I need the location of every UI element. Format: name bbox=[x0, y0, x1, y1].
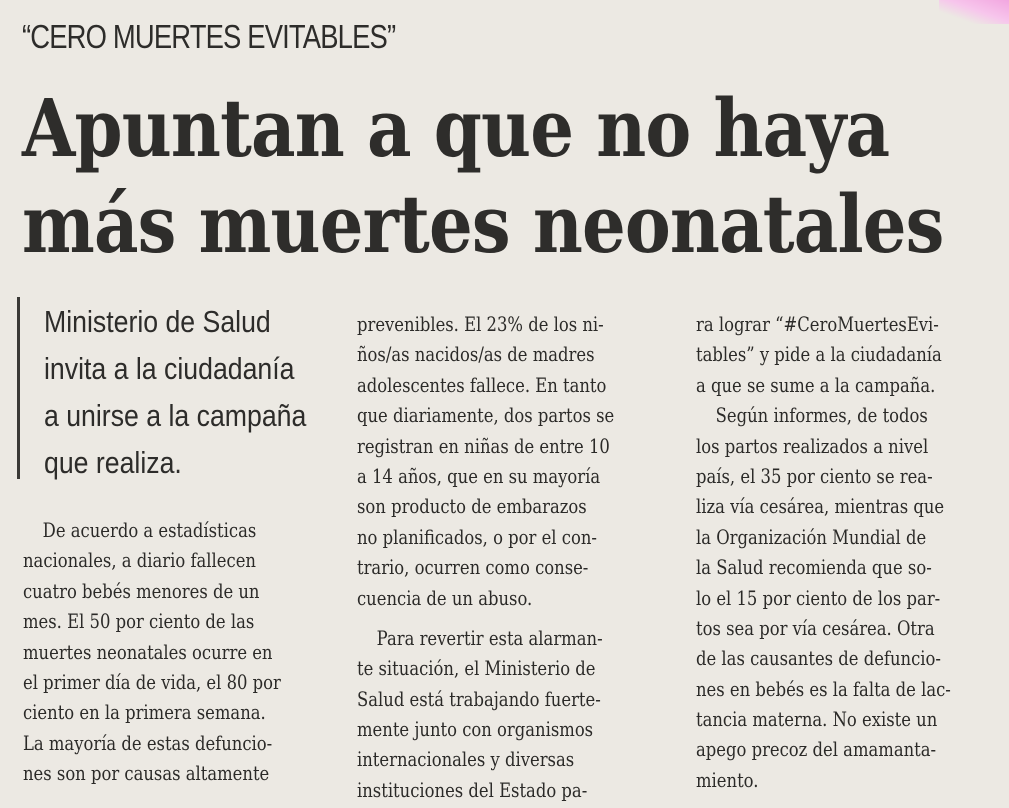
body-line: tables” y pide a la ciudadanía bbox=[696, 342, 942, 367]
body-line: ra lograr “#CeroMuertesEvi- bbox=[696, 312, 939, 336]
body-line: mes. El 50 por ciento de las bbox=[23, 609, 255, 634]
headline-line-1: Apuntan a que no haya bbox=[22, 81, 890, 175]
body-column-1 bbox=[23, 515, 337, 789]
article-subhead bbox=[44, 298, 319, 486]
page-corner-tint bbox=[939, 0, 1009, 24]
body-line: los partos realizados a nivel bbox=[696, 433, 929, 458]
subhead-line: invita a la ciudadanía bbox=[44, 351, 295, 386]
body-line: el primer día de vida, el 80 por bbox=[23, 669, 281, 694]
body-line: tos sea por vía cesárea. Otra bbox=[696, 615, 935, 640]
body-line: de las causantes de defuncio- bbox=[696, 646, 941, 671]
article-kicker: “CERO MUERTES EVITABLES” bbox=[22, 18, 396, 55]
body-column-2 bbox=[357, 309, 671, 805]
body-line: ños/as nacidos/as de madres bbox=[357, 342, 595, 367]
subhead-rule bbox=[17, 297, 20, 479]
body-line: De acuerdo a estadísticas bbox=[42, 518, 257, 542]
body-line: trario, ocurren como conse- bbox=[357, 555, 589, 580]
subhead-line: Ministerio de Salud bbox=[44, 304, 271, 339]
subhead-line: a unirse a la campaña bbox=[44, 398, 307, 433]
body-line: ciento en la primera semana. bbox=[23, 700, 266, 725]
body-line: a 14 años, que en su mayoría bbox=[357, 463, 601, 488]
body-line: instituciones del Estado pa- bbox=[357, 777, 588, 802]
body-line: prevenibles. El 23% de los ni- bbox=[357, 312, 604, 336]
subhead-line: que realiza. bbox=[44, 445, 182, 480]
body-line: tancia materna. No existe un bbox=[696, 707, 938, 732]
body-line: no planificados, o por el con- bbox=[357, 524, 597, 549]
body-line: cuencia de un abuso. bbox=[357, 585, 533, 610]
body-line: nacionales, a diario fallecen bbox=[23, 548, 256, 573]
body-line: apego precoz del amamanta- bbox=[696, 737, 937, 762]
body-line: son producto de embarazos bbox=[357, 494, 587, 519]
headline-line-2: más muertes neonatales bbox=[22, 177, 944, 271]
paragraph-gap bbox=[357, 613, 671, 623]
body-line: La mayoría de estas defuncio- bbox=[23, 730, 273, 755]
body-line: que diariamente, dos partos se bbox=[357, 403, 615, 428]
body-line: adolescentes fallece. En tanto bbox=[357, 372, 607, 397]
body-line: país, el 35 por ciento se rea- bbox=[696, 463, 933, 488]
body-line: Salud está trabajando fuerte- bbox=[357, 686, 601, 711]
body-line: la Salud recomienda que so- bbox=[696, 555, 932, 580]
body-line: nes en bebés es la falta de lac- bbox=[696, 676, 951, 701]
body-line: mente junto con organismos bbox=[357, 717, 594, 742]
body-line: muertes neonatales ocurre en bbox=[23, 639, 273, 664]
body-line: la Organización Mundial de bbox=[696, 524, 927, 549]
body-line: cuatro bebés menores de un bbox=[23, 578, 260, 603]
body-line: Para revertir esta alarman- bbox=[376, 625, 603, 650]
body-line: miento. bbox=[696, 767, 759, 792]
article-headline bbox=[22, 80, 944, 272]
body-line: Según informes, de todos bbox=[715, 403, 928, 428]
body-line: a que se sume a la campaña. bbox=[696, 372, 936, 397]
body-column-3 bbox=[696, 309, 1007, 795]
body-line: nes son por causas altamente bbox=[23, 761, 270, 786]
body-line: te situación, el Ministerio de bbox=[357, 656, 596, 681]
body-line: liza vía cesárea, mientras que bbox=[696, 494, 945, 519]
body-line: lo el 15 por ciento de los par- bbox=[696, 585, 941, 610]
body-line: registran en niñas de entre 10 bbox=[357, 433, 610, 458]
body-line: internacionales y diversas bbox=[357, 747, 575, 772]
